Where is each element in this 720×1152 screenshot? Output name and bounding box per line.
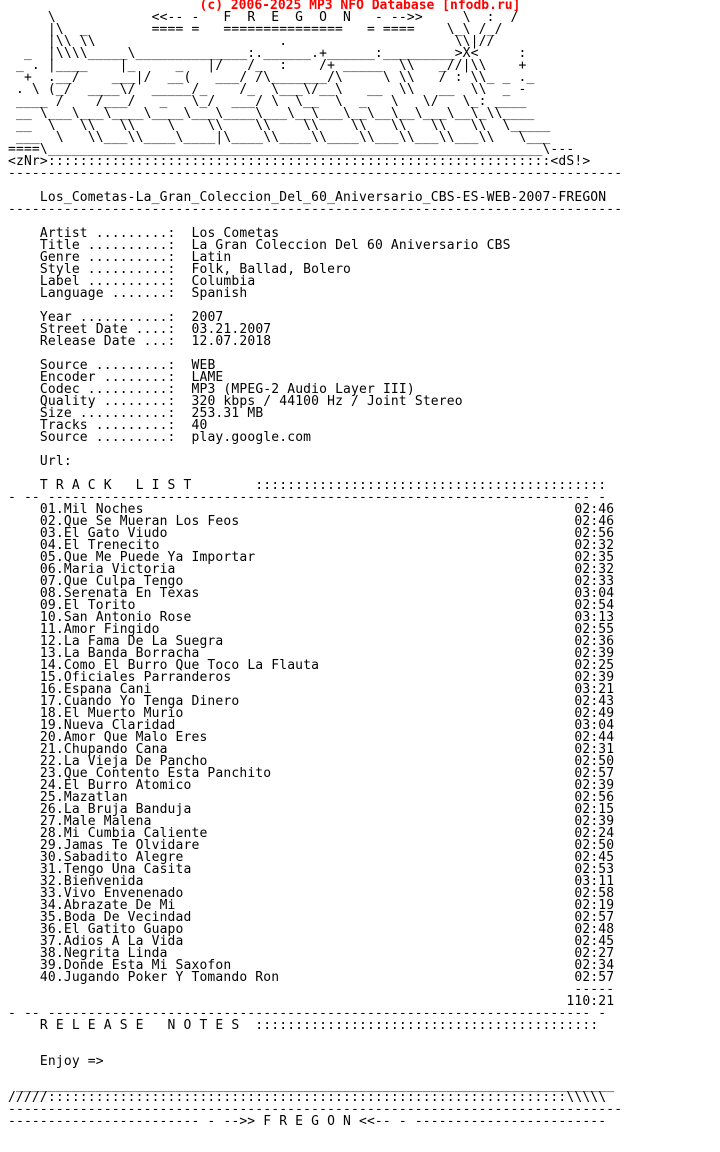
track-name: 07.Que Culpa Tengo xyxy=(39,574,184,589)
track-time: 02:50 xyxy=(574,754,615,769)
track-time: 02:43 xyxy=(574,694,615,709)
track-time: 02:35 xyxy=(574,550,615,565)
track-time: 02:32 xyxy=(574,562,615,577)
track-time: 02:46 xyxy=(574,514,615,529)
track-name: 15.Oficiales Parranderos xyxy=(39,670,232,685)
release-name: Los_Cometas-La_Gran_Coleccion_Del_60_Aniversario_CBS-ES-WEB-2007-FREGON xyxy=(39,190,607,205)
track-name: 31.Tengo Una Casita xyxy=(39,862,192,877)
info-value: 03.21.2007 xyxy=(191,322,272,337)
nfo-document xyxy=(8,0,622,1128)
track-name: 22.La Vieja De Pancho xyxy=(39,754,208,769)
info-value: Spanish xyxy=(191,286,248,301)
info-value: La Gran Coleccion Del 60 Aniversario CBS xyxy=(191,238,511,253)
track-time: 02:33 xyxy=(574,574,615,589)
track-name: 03.El Gato Viudo xyxy=(39,526,168,541)
track-name: 29.Jamas Te Olvidare xyxy=(39,838,200,853)
release-notes-title: R E L E A S E N O T E S xyxy=(39,1018,240,1033)
info-label: Quality ........: xyxy=(39,394,176,409)
track-time: 02:39 xyxy=(574,646,615,661)
info-label: Release Date ...: xyxy=(39,334,176,349)
track-name: 08.Serenata En Texas xyxy=(39,586,200,601)
track-time: 02:54 xyxy=(574,598,615,613)
footer-label: - -->> F R E G O N <<-- - xyxy=(207,1114,407,1129)
track-name: 27.Male Malena xyxy=(39,814,152,829)
banner-tag-left: <zNr> xyxy=(8,154,48,169)
track-time: 02:56 xyxy=(574,526,615,541)
track-time: 02:34 xyxy=(574,958,615,973)
track-name: 16.Espana Cani xyxy=(39,682,152,697)
track-name: 19.Nueva Claridad xyxy=(39,718,176,733)
track-name: 34.Abrazate De Mi xyxy=(39,898,176,913)
track-time: 02:45 xyxy=(574,934,615,949)
track-name: 32.Bienvenida xyxy=(39,874,144,889)
track-time: 02:27 xyxy=(574,946,615,961)
info-label: Artist .........: xyxy=(39,226,176,241)
track-name: 39.Donde Esta Mi Saxofon xyxy=(39,958,232,973)
track-time: 02:19 xyxy=(574,898,615,913)
info-label: Street Date ....: xyxy=(39,322,176,337)
track-time: 02:56 xyxy=(574,790,615,805)
info-value: Columbia xyxy=(191,274,256,289)
track-name: 26.La Bruja Banduja xyxy=(39,802,192,817)
info-label: Title ..........: xyxy=(39,238,176,253)
track-name: 23.Que Contento Esta Panchito xyxy=(39,766,272,781)
info-label: Style ..........: xyxy=(39,262,176,277)
track-name: 13.La Banda Borracha xyxy=(39,646,200,661)
track-name: 35.Boda De Vecindad xyxy=(39,910,192,925)
track-name: 14.Como El Burro Que Toco La Flauta xyxy=(39,658,320,673)
track-name: 18.El Muerto Murio xyxy=(39,706,184,721)
track-name: 11.Amor Fingido xyxy=(39,622,160,637)
track-time: 02:55 xyxy=(574,622,615,637)
release-notes-text: Enjoy => xyxy=(39,1054,104,1069)
track-name: 09.El Torito xyxy=(39,598,136,613)
info-value: 40 xyxy=(191,418,208,433)
info-value: Los Cometas xyxy=(191,226,280,241)
track-time: 02:44 xyxy=(574,730,615,745)
track-time: 02:25 xyxy=(574,658,615,673)
info-value: play.google.com xyxy=(191,430,312,445)
track-time: 03:04 xyxy=(574,586,615,601)
track-time: 02:36 xyxy=(574,634,615,649)
track-time: 02:39 xyxy=(574,778,615,793)
track-time: 03:04 xyxy=(574,718,615,733)
info-row xyxy=(8,430,311,445)
info-value: 253.31 MB xyxy=(191,406,264,421)
track-time: 03:11 xyxy=(574,874,615,889)
track-name: 12.La Fama De La Suegra xyxy=(39,634,224,649)
track-time: 02:39 xyxy=(574,814,615,829)
track-name: 10.San Antonio Rose xyxy=(39,610,192,625)
info-value: MP3 (MPEG-2 Audio Layer III) xyxy=(191,382,415,397)
info-value: Latin xyxy=(191,250,232,265)
banner-top-line: <<-- - F R E G O N - -->> xyxy=(151,10,423,25)
info-label: Encoder ........: xyxy=(39,370,176,385)
track-time: 02:46 xyxy=(574,502,615,517)
track-name: 02.Que Se Mueran Los Feos xyxy=(39,514,240,529)
info-label: Label ..........: xyxy=(39,274,176,289)
info-value: 12.07.2018 xyxy=(191,334,272,349)
info-value: 2007 xyxy=(191,310,224,325)
track-time: 03:21 xyxy=(574,682,615,697)
track-name: 21.Chupando Cana xyxy=(39,742,168,757)
info-label: Year ...........: xyxy=(39,310,176,325)
track-name: 05.Que Me Puede Ya Importar xyxy=(39,550,256,565)
info-label: Language .......: xyxy=(39,286,176,301)
track-row xyxy=(8,970,614,985)
track-name: 40.Jugando Poker Y Tomando Ron xyxy=(39,970,280,985)
track-time: 02:15 xyxy=(574,802,615,817)
track-time: 02:32 xyxy=(574,538,615,553)
track-time: 02:50 xyxy=(574,838,615,853)
track-name: 06.Maria Victoria xyxy=(39,562,176,577)
track-time: 02:24 xyxy=(574,826,615,841)
info-value: 320 kbps / 44100 Hz / Joint Stereo xyxy=(191,394,463,409)
info-label: Codec ..........: xyxy=(39,382,176,397)
track-time: 02:48 xyxy=(574,922,615,937)
banner-tag-right: <dS!> xyxy=(550,154,591,169)
track-time: 02:57 xyxy=(574,970,615,985)
info-label: Tracks .........: xyxy=(39,418,176,433)
track-name: 17.Cuando Yo Tenga Dinero xyxy=(39,694,240,709)
track-time: 02:57 xyxy=(574,766,615,781)
info-value: Folk, Ballad, Bolero xyxy=(191,262,352,277)
track-name: 20.Amor Que Malo Eres xyxy=(39,730,208,745)
track-name: 25.Mazatlan xyxy=(39,790,128,805)
track-list xyxy=(8,502,614,985)
site-header[interactable]: (c) 2006-2025 MP3 NFO Database [nfodb.ru] xyxy=(199,0,521,13)
info-label: Size ...........: xyxy=(39,406,176,421)
info-label: Source .........: xyxy=(39,430,176,445)
track-time: 02:49 xyxy=(574,706,615,721)
total-time: 110:21 xyxy=(566,994,615,1009)
track-time: 03:13 xyxy=(574,610,615,625)
info-row xyxy=(8,286,247,301)
track-name: 37.Adios A La Vida xyxy=(39,934,184,949)
track-name: 38.Negrita Linda xyxy=(39,946,168,961)
url-label: Url: xyxy=(39,454,72,469)
ascii-banner-art: \ <<-- - F R E G O N - -->> \ : / |\ _ ==== = =============== = ==== \_\ /_/ |\\ \\ . \\|// _ |\\\\_____\______________:.______.+______:_________>X< : _ . |____ |_ _ |/ /_ : /+ _____ \\ _//|\\ + + .__/ ___|/ __( ___/ /\_______/\ \ \\ / : \\_ _ ._ . \ (_/ ____\/ _____/_ /_ \___\/__\ __ \\ __ \\ _ - ____ / /___/ _ \_/ ___/ \ \__ \ _ \ \/ \_: ____ __ \___\___\____\____\___\____\___\__\___\__\__\__\___\__\_\\____ __ \ \\ \\ \ \\ \\ \\ \\ \\ \\ \\ \_____ ___ \ \\___\\____\____|\____\\____\\____\\___\\___\\___\\ \___ ====\______________________________________________________________\--- <zNr>:::::::::::::::::::::::::::::::::::::::::::::::::::::::::::::::<dS!> ----------------------------------------------------------------------------- Los_Cometas-La_Gran_Coleccion_Del_60_Aniversario_CBS-ES-WEB-2007-FREGON ----------------------------------------------------------------------------- Artist .........: Los Cometas Title ..........: La Gran Coleccion Del 60 Aniversario CBS Genre ..........: Latin Style ..........: Folk, Ballad, Bolero Label ..........: Columbia Language .......: Spanish Year ...........: 2007 Street Date ....: 03.21.2007 Release Date ...: 12.07.2018 Source .........: WEB Encoder ........: LAME Codec ..........: MP3 (MPEG-2 Audio Layer III) Quality ........: 320 kbps / 44100 Hz / Joint Stereo Size ...........: 253.31 MB Tracks .........: 40 Source .........: play.google.com Url: T R A C K L I S T :::::::::::::::::::::::::::::::::::::::::::: - -- -------------------------------------------------------------------- - 01.Mil Noches 02:46 02.Que Se Mueran Los Feos 02:46 03.El Gato Viudo 02:56 04.El Trenecito 02:32 05.Que Me Puede Ya Importar 02:35 06.Maria Victoria 02:32 07.Que Culpa Tengo 02:33 08.Serenata En Texas 03:04 09.El Torito 02:54 10.San Antonio Rose 03:13 11.Amor Fingido 02:55 12.La Fama De La Suegra 02:36 13.La Banda Borracha 02:39 14.Como El Burro Que Toco La Flauta 02:25 15.Oficiales Parranderos 02:39 16.Espana Cani 03:21 17.Cuando Yo Tenga Dinero 02:43 18.El Muerto Murio 02:49 19.Nueva Claridad 03:04 20.Amor Que Malo Eres 02:44 21.Chupando Cana 02:31 22.La Vieja De Pancho 02:50 23.Que Contento Esta Panchito 02:57 24.El Burro Atomico 02:39 25.Mazatlan 02:56 26.La Bruja Banduja 02:15 27.Male Malena 02:39 28.Mi Cumbia Caliente 02:24 29.Jamas Te Olvidare 02:50 30.Sabadito Alegre 02:45 31.Tengo Una Casita 02:53 32.Bienvenida 03:11 33.Vivo Envenenado 02:58 34.Abrazate De Mi 02:19 35.Boda De Vecindad 02:57 36.El Gatito Guapo 02:48 37.Adios A La Vida 02:45 38.Negrita Linda 02:27 39.Donde Esta Mi Saxofon 02:34 40.Jugando Poker Y Tomando Ron 02:57 ----- 110:21 - -- -------------------------------------------------------------------- - R E L E A S E N O T E S ::::::::::::::::::::::::::::::::::::::::::: Enjoy => ___________________________________________________________________________ /////:::::::::::::::::::::::::::::::::::::::::::::::::::::::::::::::::\\\\\ ----------------------------------------------------------------------------- ------------------------ - -->> F R E G O N <<-- - ------------------------ xyxy=(8,10,623,1129)
info-value: WEB xyxy=(191,358,216,373)
tracklist-title: T R A C K L I S T xyxy=(39,478,192,493)
info-value: LAME xyxy=(191,370,224,385)
track-time: 02:31 xyxy=(574,742,615,757)
track-time: 02:45 xyxy=(574,850,615,865)
track-time: 02:57 xyxy=(574,910,615,925)
info-label: Source .........: xyxy=(39,358,176,373)
track-name: 30.Sabadito Alegre xyxy=(39,850,184,865)
track-time: 02:53 xyxy=(574,862,615,877)
track-name: 33.Vivo Envenenado xyxy=(39,886,184,901)
track-name: 28.Mi Cumbia Caliente xyxy=(39,826,208,841)
track-name: 04.El Trenecito xyxy=(39,538,160,553)
info-label: Genre ..........: xyxy=(39,250,176,265)
track-name: 01.Mil Noches xyxy=(39,502,144,517)
track-name: 24.El Burro Atomico xyxy=(39,778,192,793)
track-time: 02:58 xyxy=(574,886,615,901)
info-block xyxy=(8,226,511,445)
info-row xyxy=(8,334,271,349)
track-time: 02:39 xyxy=(574,670,615,685)
track-name: 36.El Gatito Guapo xyxy=(39,922,184,937)
